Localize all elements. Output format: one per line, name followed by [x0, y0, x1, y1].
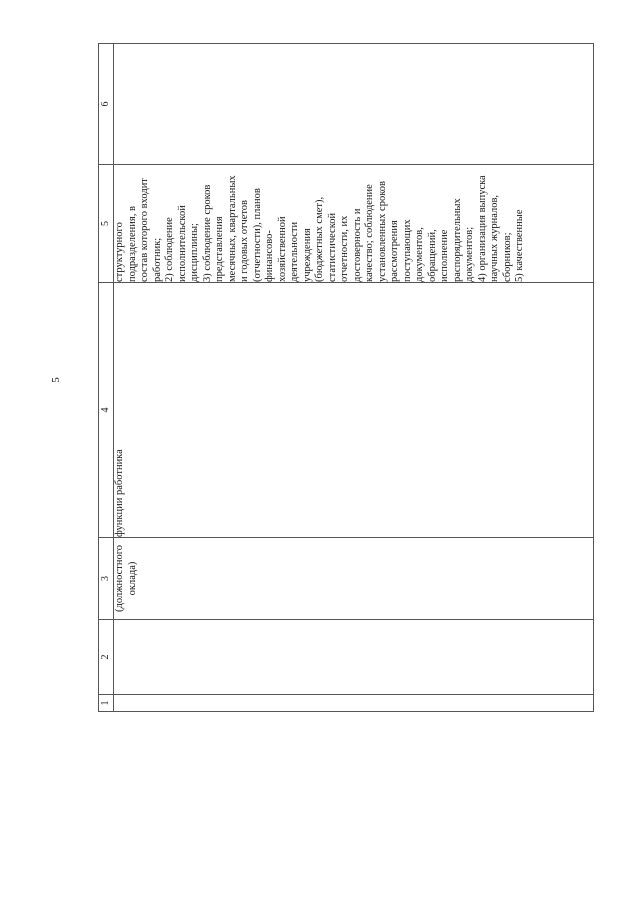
- table-row: [114, 44, 594, 712]
- table-rotator: [98, 44, 594, 712]
- cell-salary-note: (должностного оклада): [114, 538, 594, 620]
- header-cell-2: 2: [99, 620, 114, 695]
- header-cell-3: 3: [99, 538, 114, 620]
- criteria-table: [98, 43, 594, 712]
- rotated-table-area: [98, 44, 594, 712]
- cell-employee-functions: функции работника: [114, 283, 594, 538]
- cell-col-1: [114, 695, 594, 712]
- header-cell-1: 1: [99, 695, 114, 712]
- cell-criteria-text: структурного подразделения, в состав которого входит работник; 2) соблюдение исполнительской дисциплины; 3) соблюдение сроков представления месячных, квартальных и годовых отчетов (отчетности), планов финансово- хозяйственной деятельности учреждения (бюджетных смет), статистической отчетности, их достоверность и качество; соблюдение установленных сроков рассмотрения поступающих документов, обращений, исполнение распорядительных документов; 4) организация выпуска научных журналов, сборников; 5) качественные: [114, 165, 594, 283]
- cell-col-6: [114, 44, 594, 165]
- page-number: 5: [50, 377, 62, 383]
- header-cell-5: 5: [99, 165, 114, 283]
- header-cell-4: 4: [99, 283, 114, 538]
- header-row: [99, 44, 114, 712]
- header-cell-6: 6: [99, 44, 114, 165]
- cell-col-2: [114, 620, 594, 695]
